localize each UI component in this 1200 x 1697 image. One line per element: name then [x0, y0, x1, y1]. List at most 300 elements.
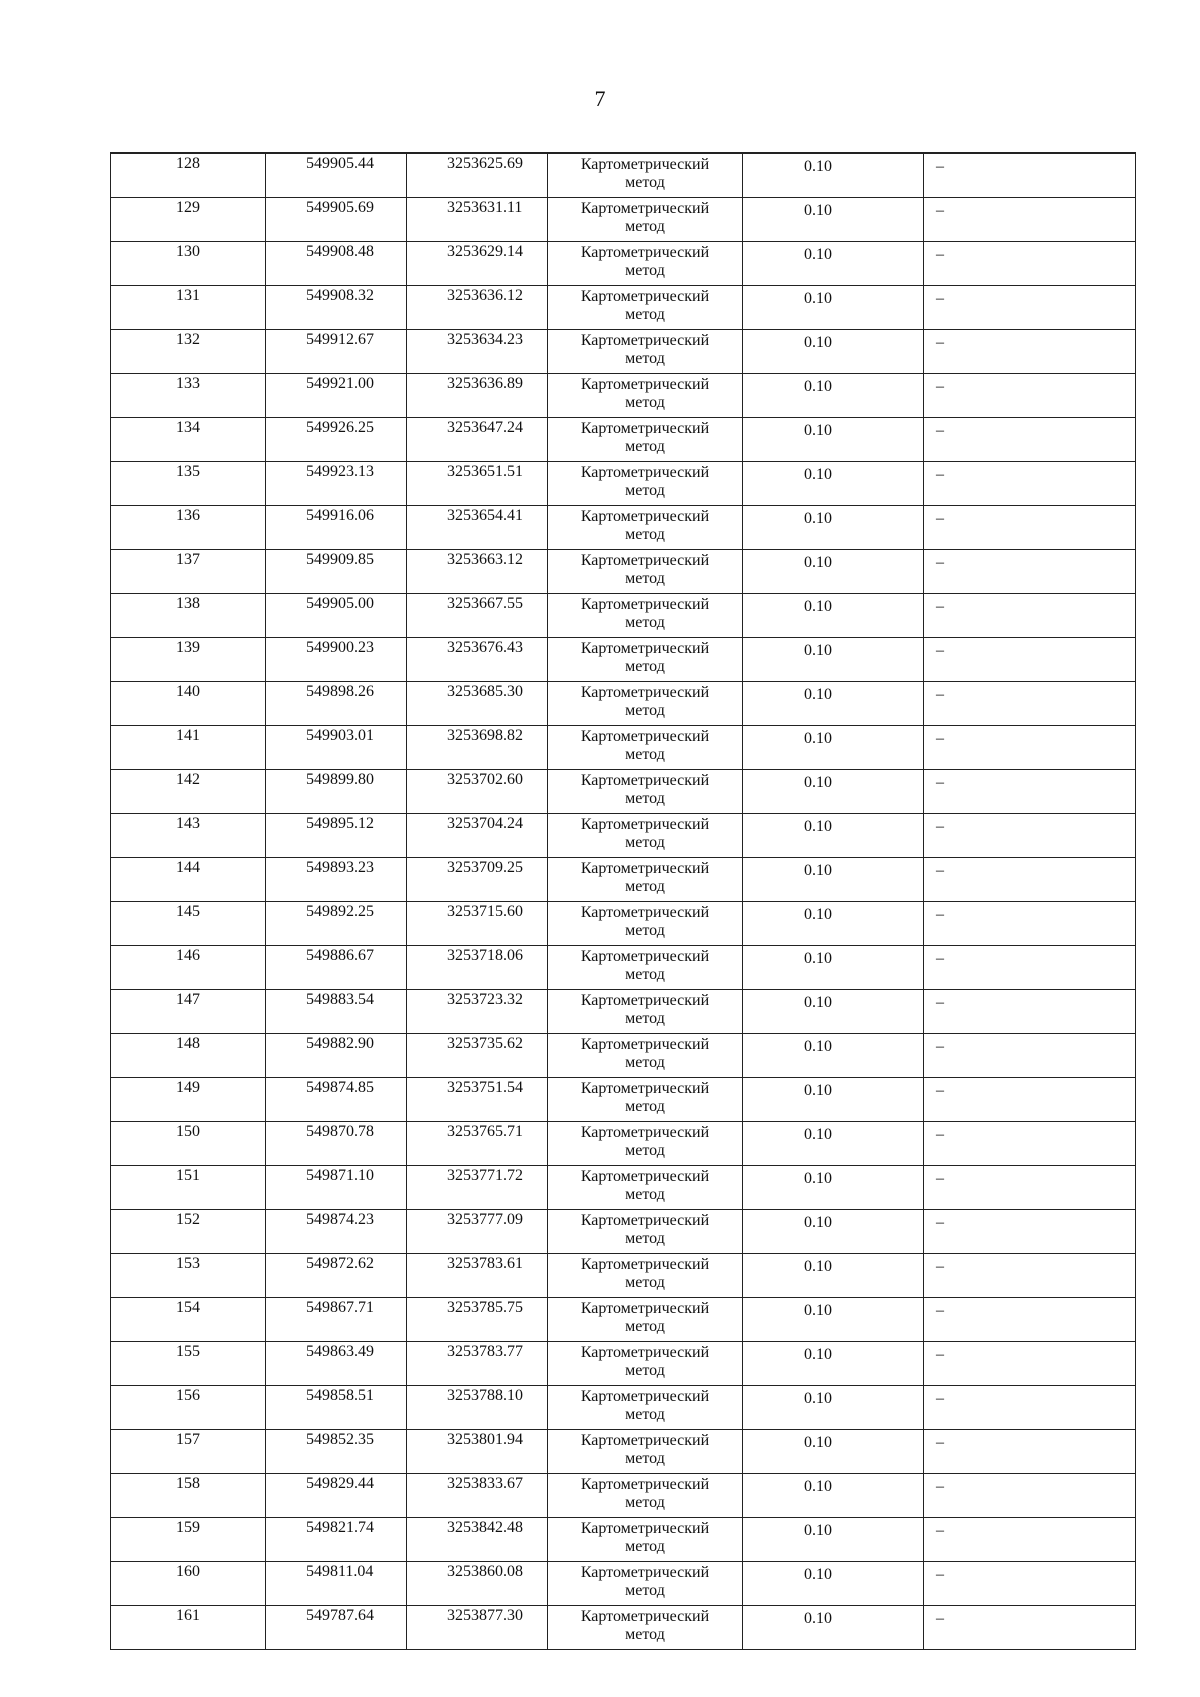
method-line-1: Картометрический	[580, 464, 710, 481]
table-row	[111, 1122, 1136, 1166]
description-cell: –	[924, 1430, 1136, 1474]
table-row	[111, 1386, 1136, 1430]
y-coordinate-cell: 3253783.61	[407, 1254, 548, 1298]
description-cell: –	[924, 1122, 1136, 1166]
point-number-cell: 150	[111, 1122, 266, 1166]
method-line-2: метод	[625, 702, 665, 719]
accuracy-cell: 0.10	[743, 330, 924, 374]
point-number-cell: 132	[111, 330, 266, 374]
x-coordinate-cell: 549870.78	[266, 1122, 407, 1166]
method-cell	[548, 1166, 743, 1210]
y-coordinate-cell: 3253667.55	[407, 594, 548, 638]
method-line-2: метод	[625, 878, 665, 895]
method-line-2: метод	[625, 306, 665, 323]
accuracy-cell: 0.10	[743, 1430, 924, 1474]
method-cell	[548, 1298, 743, 1342]
point-number-cell: 151	[111, 1166, 266, 1210]
table-row	[111, 242, 1136, 286]
method-cell	[548, 462, 743, 506]
method-line-2: метод	[625, 1450, 665, 1467]
accuracy-cell: 0.10	[743, 638, 924, 682]
x-coordinate-cell: 549908.48	[266, 242, 407, 286]
x-coordinate-cell: 549923.13	[266, 462, 407, 506]
x-coordinate-cell: 549912.67	[266, 330, 407, 374]
accuracy-cell: 0.10	[743, 1122, 924, 1166]
point-number-cell: 143	[111, 814, 266, 858]
point-number-cell: 158	[111, 1474, 266, 1518]
x-coordinate-cell: 549867.71	[266, 1298, 407, 1342]
table-row	[111, 1166, 1136, 1210]
method-line-2: метод	[625, 746, 665, 763]
method-cell	[548, 1518, 743, 1562]
accuracy-cell: 0.10	[743, 902, 924, 946]
method-line-1: Картометрический	[580, 1344, 710, 1361]
page-number: 7	[594, 86, 606, 111]
method-cell	[548, 858, 743, 902]
y-coordinate-cell: 3253685.30	[407, 682, 548, 726]
description-cell: –	[924, 1474, 1136, 1518]
x-coordinate-cell: 549882.90	[266, 1034, 407, 1078]
description-cell: –	[924, 1254, 1136, 1298]
x-coordinate-cell: 549900.23	[266, 638, 407, 682]
y-coordinate-cell: 3253771.72	[407, 1166, 548, 1210]
table-row	[111, 550, 1136, 594]
x-coordinate-cell: 549926.25	[266, 418, 407, 462]
method-cell	[548, 814, 743, 858]
y-coordinate-cell: 3253751.54	[407, 1078, 548, 1122]
table-row	[111, 1342, 1136, 1386]
accuracy-cell: 0.10	[743, 462, 924, 506]
x-coordinate-cell: 549874.23	[266, 1210, 407, 1254]
point-number-cell: 153	[111, 1254, 266, 1298]
description-cell: –	[924, 1034, 1136, 1078]
y-coordinate-cell: 3253676.43	[407, 638, 548, 682]
x-coordinate-cell: 549874.85	[266, 1078, 407, 1122]
point-number-cell: 128	[111, 153, 266, 198]
description-cell: –	[924, 858, 1136, 902]
table-row	[111, 902, 1136, 946]
accuracy-cell: 0.10	[743, 946, 924, 990]
method-line-1: Картометрический	[580, 640, 710, 657]
accuracy-cell: 0.10	[743, 1606, 924, 1650]
y-coordinate-cell: 3253735.62	[407, 1034, 548, 1078]
method-line-2: метод	[625, 1098, 665, 1115]
point-number-cell: 144	[111, 858, 266, 902]
point-number-cell: 156	[111, 1386, 266, 1430]
point-number-cell: 155	[111, 1342, 266, 1386]
point-number-cell: 135	[111, 462, 266, 506]
x-coordinate-cell: 549852.35	[266, 1430, 407, 1474]
x-coordinate-cell: 549893.23	[266, 858, 407, 902]
accuracy-cell: 0.10	[743, 770, 924, 814]
description-cell: –	[924, 1298, 1136, 1342]
description-cell: –	[924, 286, 1136, 330]
description-cell: –	[924, 990, 1136, 1034]
accuracy-cell: 0.10	[743, 594, 924, 638]
accuracy-cell: 0.10	[743, 198, 924, 242]
x-coordinate-cell: 549908.32	[266, 286, 407, 330]
table-row	[111, 594, 1136, 638]
y-coordinate-cell: 3253833.67	[407, 1474, 548, 1518]
y-coordinate-cell: 3253636.89	[407, 374, 548, 418]
method-line-2: метод	[625, 1054, 665, 1071]
table-row	[111, 1254, 1136, 1298]
table-row	[111, 858, 1136, 902]
method-cell	[548, 638, 743, 682]
point-number-cell: 147	[111, 990, 266, 1034]
description-cell: –	[924, 770, 1136, 814]
description-cell: –	[924, 902, 1136, 946]
point-number-cell: 152	[111, 1210, 266, 1254]
accuracy-cell: 0.10	[743, 418, 924, 462]
x-coordinate-cell: 549811.04	[266, 1562, 407, 1606]
point-number-cell: 139	[111, 638, 266, 682]
accuracy-cell: 0.10	[743, 286, 924, 330]
method-cell	[548, 1034, 743, 1078]
method-cell	[548, 242, 743, 286]
y-coordinate-cell: 3253651.51	[407, 462, 548, 506]
method-line-1: Картометрический	[580, 1608, 710, 1625]
accuracy-cell: 0.10	[743, 1078, 924, 1122]
y-coordinate-cell: 3253877.30	[407, 1606, 548, 1650]
x-coordinate-cell: 549858.51	[266, 1386, 407, 1430]
table-row	[111, 1034, 1136, 1078]
accuracy-cell: 0.10	[743, 1210, 924, 1254]
method-line-2: метод	[625, 350, 665, 367]
point-number-cell: 146	[111, 946, 266, 990]
y-coordinate-cell: 3253788.10	[407, 1386, 548, 1430]
method-line-1: Картометрический	[580, 684, 710, 701]
method-cell	[548, 726, 743, 770]
x-coordinate-cell: 549821.74	[266, 1518, 407, 1562]
point-number-cell: 142	[111, 770, 266, 814]
table-row	[111, 418, 1136, 462]
y-coordinate-cell: 3253654.41	[407, 506, 548, 550]
table-row	[111, 814, 1136, 858]
point-number-cell: 133	[111, 374, 266, 418]
table-row	[111, 990, 1136, 1034]
table-row	[111, 462, 1136, 506]
method-cell	[548, 902, 743, 946]
point-number-cell: 140	[111, 682, 266, 726]
description-cell: –	[924, 1166, 1136, 1210]
accuracy-cell: 0.10	[743, 153, 924, 198]
table-row	[111, 770, 1136, 814]
description-cell: –	[924, 506, 1136, 550]
description-cell: –	[924, 374, 1136, 418]
x-coordinate-cell: 549905.69	[266, 198, 407, 242]
description-cell: –	[924, 814, 1136, 858]
method-cell	[548, 594, 743, 638]
x-coordinate-cell: 549863.49	[266, 1342, 407, 1386]
x-coordinate-cell: 549899.80	[266, 770, 407, 814]
method-cell	[548, 1474, 743, 1518]
y-coordinate-cell: 3253647.24	[407, 418, 548, 462]
point-number-cell: 149	[111, 1078, 266, 1122]
point-number-cell: 138	[111, 594, 266, 638]
method-cell	[548, 550, 743, 594]
method-line-2: метод	[625, 922, 665, 939]
y-coordinate-cell: 3253629.14	[407, 242, 548, 286]
method-line-1: Картометрический	[580, 1168, 710, 1185]
y-coordinate-cell: 3253842.48	[407, 1518, 548, 1562]
method-line-2: метод	[625, 1318, 665, 1335]
table-row	[111, 726, 1136, 770]
y-coordinate-cell: 3253801.94	[407, 1430, 548, 1474]
x-coordinate-cell: 549872.62	[266, 1254, 407, 1298]
accuracy-cell: 0.10	[743, 858, 924, 902]
method-line-1: Картометрический	[580, 1212, 710, 1229]
y-coordinate-cell: 3253785.75	[407, 1298, 548, 1342]
x-coordinate-cell: 549905.44	[266, 153, 407, 198]
method-line-2: метод	[625, 438, 665, 455]
method-line-1: Картометрический	[580, 1564, 710, 1581]
point-number-cell: 161	[111, 1606, 266, 1650]
description-cell: –	[924, 946, 1136, 990]
method-line-1: Картометрический	[580, 288, 710, 305]
method-line-1: Картометрический	[580, 1388, 710, 1405]
description-cell: –	[924, 198, 1136, 242]
coordinates-table	[110, 152, 1136, 1650]
table-row	[111, 1210, 1136, 1254]
table-row	[111, 286, 1136, 330]
method-line-1: Картометрический	[580, 1432, 710, 1449]
description-cell: –	[924, 330, 1136, 374]
method-line-2: метод	[625, 1186, 665, 1203]
accuracy-cell: 0.10	[743, 1166, 924, 1210]
y-coordinate-cell: 3253631.11	[407, 198, 548, 242]
method-line-2: метод	[625, 1406, 665, 1423]
description-cell: –	[924, 1078, 1136, 1122]
coordinates-table-body	[111, 153, 1136, 1650]
accuracy-cell: 0.10	[743, 1298, 924, 1342]
method-cell	[548, 330, 743, 374]
method-cell	[548, 1430, 743, 1474]
accuracy-cell: 0.10	[743, 506, 924, 550]
accuracy-cell: 0.10	[743, 682, 924, 726]
method-line-1: Картометрический	[580, 244, 710, 261]
description-cell: –	[924, 462, 1136, 506]
description-cell: –	[924, 594, 1136, 638]
method-line-1: Картометрический	[580, 200, 710, 217]
method-line-1: Картометрический	[580, 1256, 710, 1273]
point-number-cell: 131	[111, 286, 266, 330]
method-line-2: метод	[625, 174, 665, 191]
method-line-1: Картометрический	[580, 816, 710, 833]
method-cell	[548, 1606, 743, 1650]
description-cell: –	[924, 1210, 1136, 1254]
accuracy-cell: 0.10	[743, 1386, 924, 1430]
method-line-2: метод	[625, 614, 665, 631]
method-cell	[548, 990, 743, 1034]
method-line-2: метод	[625, 262, 665, 279]
x-coordinate-cell: 549921.00	[266, 374, 407, 418]
method-line-2: метод	[625, 1142, 665, 1159]
point-number-cell: 154	[111, 1298, 266, 1342]
accuracy-cell: 0.10	[743, 1034, 924, 1078]
method-cell	[548, 198, 743, 242]
x-coordinate-cell: 549886.67	[266, 946, 407, 990]
table-row	[111, 198, 1136, 242]
description-cell: –	[924, 1562, 1136, 1606]
method-cell	[548, 770, 743, 814]
table-row	[111, 946, 1136, 990]
method-line-2: метод	[625, 218, 665, 235]
point-number-cell: 130	[111, 242, 266, 286]
table-row	[111, 1474, 1136, 1518]
method-cell	[548, 374, 743, 418]
method-cell	[548, 1078, 743, 1122]
table-row	[111, 1430, 1136, 1474]
accuracy-cell: 0.10	[743, 1562, 924, 1606]
method-line-1: Картометрический	[580, 860, 710, 877]
method-line-2: метод	[625, 1230, 665, 1247]
method-line-2: метод	[625, 1582, 665, 1599]
method-line-1: Картометрический	[580, 1520, 710, 1537]
x-coordinate-cell: 549895.12	[266, 814, 407, 858]
y-coordinate-cell: 3253698.82	[407, 726, 548, 770]
y-coordinate-cell: 3253709.25	[407, 858, 548, 902]
method-line-2: метод	[625, 966, 665, 983]
y-coordinate-cell: 3253765.71	[407, 1122, 548, 1166]
accuracy-cell: 0.10	[743, 550, 924, 594]
method-line-1: Картометрический	[580, 1124, 710, 1141]
method-line-1: Картометрический	[580, 552, 710, 569]
point-number-cell: 157	[111, 1430, 266, 1474]
description-cell: –	[924, 418, 1136, 462]
method-line-1: Картометрический	[580, 904, 710, 921]
method-line-1: Картометрический	[580, 596, 710, 613]
description-cell: –	[924, 242, 1136, 286]
method-line-1: Картометрический	[580, 948, 710, 965]
method-line-2: метод	[625, 1494, 665, 1511]
method-line-1: Картометрический	[580, 992, 710, 1009]
method-line-2: метод	[625, 790, 665, 807]
description-cell: –	[924, 682, 1136, 726]
method-line-1: Картометрический	[580, 332, 710, 349]
table-row	[111, 1606, 1136, 1650]
method-line-1: Картометрический	[580, 1080, 710, 1097]
description-cell: –	[924, 726, 1136, 770]
x-coordinate-cell: 549787.64	[266, 1606, 407, 1650]
method-line-1: Картометрический	[580, 508, 710, 525]
method-line-2: метод	[625, 526, 665, 543]
method-line-1: Картометрический	[580, 420, 710, 437]
method-line-2: метод	[625, 658, 665, 675]
y-coordinate-cell: 3253715.60	[407, 902, 548, 946]
point-number-cell: 145	[111, 902, 266, 946]
method-line-1: Картометрический	[580, 728, 710, 745]
point-number-cell: 159	[111, 1518, 266, 1562]
table-row	[111, 1518, 1136, 1562]
method-line-1: Картометрический	[580, 1036, 710, 1053]
method-line-2: метод	[625, 482, 665, 499]
y-coordinate-cell: 3253723.32	[407, 990, 548, 1034]
x-coordinate-cell: 549905.00	[266, 594, 407, 638]
method-line-1: Картометрический	[580, 772, 710, 789]
description-cell: –	[924, 550, 1136, 594]
method-line-1: Картометрический	[580, 156, 710, 173]
method-line-1: Картометрический	[580, 376, 710, 393]
method-cell	[548, 286, 743, 330]
point-number-cell: 160	[111, 1562, 266, 1606]
accuracy-cell: 0.10	[743, 1342, 924, 1386]
x-coordinate-cell: 549898.26	[266, 682, 407, 726]
y-coordinate-cell: 3253718.06	[407, 946, 548, 990]
x-coordinate-cell: 549883.54	[266, 990, 407, 1034]
x-coordinate-cell: 549909.85	[266, 550, 407, 594]
method-cell	[548, 1342, 743, 1386]
description-cell: –	[924, 1386, 1136, 1430]
method-line-1: Картометрический	[580, 1300, 710, 1317]
y-coordinate-cell: 3253663.12	[407, 550, 548, 594]
method-cell	[548, 1254, 743, 1298]
method-line-1: Картометрический	[580, 1476, 710, 1493]
description-cell: –	[924, 153, 1136, 198]
y-coordinate-cell: 3253702.60	[407, 770, 548, 814]
x-coordinate-cell: 549871.10	[266, 1166, 407, 1210]
point-number-cell: 148	[111, 1034, 266, 1078]
accuracy-cell: 0.10	[743, 374, 924, 418]
method-line-2: метод	[625, 1626, 665, 1643]
x-coordinate-cell: 549903.01	[266, 726, 407, 770]
description-cell: –	[924, 638, 1136, 682]
description-cell: –	[924, 1518, 1136, 1562]
method-line-2: метод	[625, 570, 665, 587]
x-coordinate-cell: 549916.06	[266, 506, 407, 550]
accuracy-cell: 0.10	[743, 1518, 924, 1562]
method-line-2: метод	[625, 1362, 665, 1379]
point-number-cell: 141	[111, 726, 266, 770]
table-row	[111, 153, 1136, 198]
point-number-cell: 134	[111, 418, 266, 462]
y-coordinate-cell: 3253636.12	[407, 286, 548, 330]
table-row	[111, 1562, 1136, 1606]
method-cell	[548, 1210, 743, 1254]
table-row	[111, 374, 1136, 418]
method-line-2: метод	[625, 1010, 665, 1027]
accuracy-cell: 0.10	[743, 814, 924, 858]
method-line-2: метод	[625, 1274, 665, 1291]
x-coordinate-cell: 549892.25	[266, 902, 407, 946]
x-coordinate-cell: 549829.44	[266, 1474, 407, 1518]
table-row	[111, 1298, 1136, 1342]
y-coordinate-cell: 3253704.24	[407, 814, 548, 858]
table-row	[111, 638, 1136, 682]
point-number-cell: 137	[111, 550, 266, 594]
accuracy-cell: 0.10	[743, 990, 924, 1034]
method-cell	[548, 506, 743, 550]
description-cell: –	[924, 1606, 1136, 1650]
y-coordinate-cell: 3253860.08	[407, 1562, 548, 1606]
method-line-2: метод	[625, 1538, 665, 1555]
method-cell	[548, 946, 743, 990]
table-row	[111, 330, 1136, 374]
accuracy-cell: 0.10	[743, 1254, 924, 1298]
method-cell	[548, 1122, 743, 1166]
accuracy-cell: 0.10	[743, 242, 924, 286]
point-number-cell: 129	[111, 198, 266, 242]
accuracy-cell: 0.10	[743, 726, 924, 770]
y-coordinate-cell: 3253777.09	[407, 1210, 548, 1254]
table-row	[111, 506, 1136, 550]
method-cell	[548, 418, 743, 462]
point-number-cell: 136	[111, 506, 266, 550]
description-cell: –	[924, 1342, 1136, 1386]
table-row	[111, 1078, 1136, 1122]
method-cell	[548, 153, 743, 198]
method-cell	[548, 1386, 743, 1430]
